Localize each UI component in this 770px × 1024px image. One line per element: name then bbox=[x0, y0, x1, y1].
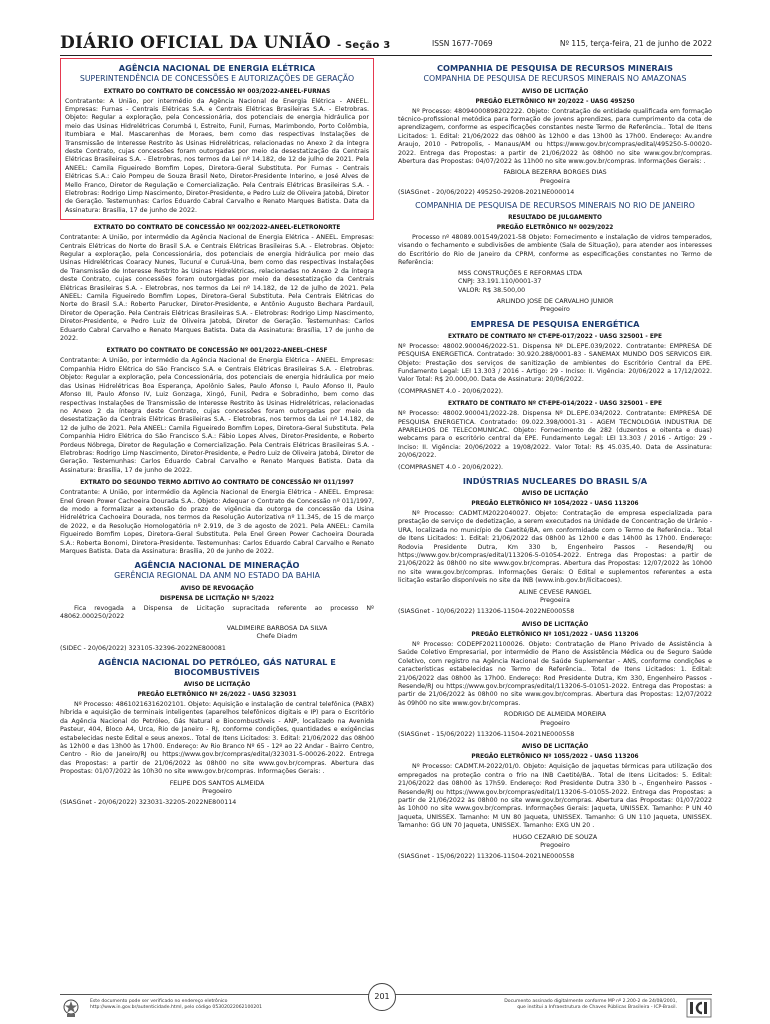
notice-subtitle: PREGÃO ELETRÔNICO Nº 0029/2022 bbox=[496, 225, 614, 232]
highlighted-notice bbox=[60, 58, 374, 220]
notice-body: Contratante: A União, por intermédio da Agência Nacional de Energia Elétrica - ANEEL. Empresas: Furnas - Centrais Elétricas S.A. e Centrais Elétricas Brasileiras S.A. - Eletrobras. Objeto: Regular a exploração, pela Concessionária, dos potenciais de energia hidráulica por meio das Usinas Hidrelétricas Corumbá I, Estreito, Funil, Furnas, Marimbondo, Porto Colômbia, Itumbiara e Mal. Mascarenhas de Moraes, bem como das respectivas Instalações de Transmissão de Interesse Restrito às Usinas Hidrelétricas, relacionadas no Anexo 2 da íntegra deste Contrato, cujas concessões foram outorgadas por meio da desestatização da Centrais Elétricas Brasileiras S.A. - Eletrobras, nos termos da Lei nº 14.182, de 12 de julho de 2021. Pela ANEEL: Camila Figueiredo Bomfim Lopes, Diretora-Geral Substituta. Por Furnas - Centrais Elétricas S.A.: Caio Pompeu de Souza Brasil Neto, Diretor-Presidente Interino, e José Alves de Mello Franco, Diretor de Regulação e Comercialização. Pela Centrais Elétricas Brasileiras S.A. - Eletrobras: Rodrigo Limp Nascimento, Diretor-Presidente, e Pedro Luiz de Oliveira Jatobá, Diretor de Geração. Testemunhas: Carlos Eduardo Cabral Carvalho e Renato Marques Batista. Data da Assinatura: Brasília, 17 de junho de 2022. bbox=[65, 97, 370, 214]
siasg-reference: (SIASGnet - 15/06/2022) 113206-11504-2021NE000558 bbox=[398, 853, 575, 861]
comprasnet-reference: (COMPRASNET 4.0 - 20/06/2022). bbox=[398, 463, 504, 471]
notice-title: EXTRATO DO CONTRATO DE CONCESSÃO Nº 002/2022-ANEEL-ELETRONORTE bbox=[93, 225, 341, 232]
notice-title: EXTRATO DE CONTRATO Nº CT-EPE-017/2022 - UASG 325001 - EPE bbox=[447, 333, 662, 340]
notice-subtitle: PREGÃO ELETRÔNICO Nº 26/2022 - UASG 323031 bbox=[137, 691, 297, 698]
signer-role: Pregoeiro bbox=[202, 788, 232, 795]
notice-body: Nº Processo: 48002.900041/2022-28. Dispensa Nº DL.EPE.034/2022. Contratante: EMPRESA DE PESQUISA ENERGETICA. Contratado: 09.022.398/0001-31 - AGEM TECNOLOGIA INDUSTRIA DE APARELHOS DE TELECOMUNICAC. Objeto: Fornecimento de 282 (duzentos e oitenta e duas) webcams para o escritório central da EPE. Fundamento Legal: LEI 13.303 / 2016 - Artigo: 29 - Inciso: II. Vigência: 20/06/2022 a 19/08/2022. Valor Total: R$ 45.035,40. Data de Assinatura: 20/06/2022. bbox=[398, 410, 712, 460]
signature-note bbox=[445, 999, 677, 1012]
subunit-heading: COMPANHIA DE PESQUISA DE RECURSOS MINERAIS NO RIO DE JANEIRO bbox=[415, 200, 695, 210]
signer-role: Chefe Diadm bbox=[256, 633, 298, 641]
siasg-reference: (SIASGnet - 20/06/2022) 495250-29208-2021NE000014 bbox=[398, 189, 575, 197]
notice-subtitle: PREGÃO ELETRÔNICO Nº 1051/2022 - UASG 113206 bbox=[471, 631, 639, 638]
notice-title: AVISO DE LICITAÇÃO bbox=[183, 681, 251, 688]
winner-line: CNPJ: 33.191.110/0001-37 bbox=[458, 278, 542, 286]
notice-title: EXTRATO DO CONTRATO DE CONCESSÃO Nº 001/2022-ANEEL-CHESF bbox=[106, 348, 328, 355]
signature-line: Documento assinado digitalmente conforme MP nº 2.200-2 de 24/08/2001, bbox=[504, 999, 677, 1004]
notice-subtitle: PREGÃO ELETRÔNICO Nº 1055/2022 - UASG 113206 bbox=[471, 754, 639, 761]
section-label: - Seção 3 bbox=[336, 40, 391, 51]
siasg-reference: (SIDEC - 20/06/2022) 323105-32396-2022NE800081 bbox=[60, 644, 226, 652]
verification-line: Este documento pode ser verificado no endereço eletrônico bbox=[90, 999, 228, 1004]
signer-name: VALDIMEIRE BARBOSA DA SILVA bbox=[226, 624, 328, 632]
siasg-reference: (SIASGnet - 10/06/2022) 113206-11504-2022NE000558 bbox=[398, 608, 575, 616]
issue-date: Nº 115, terça-feira, 21 de junho de 2022 bbox=[559, 39, 712, 48]
org-heading: EMPRESA DE PESQUISA ENERGÉTICA bbox=[470, 318, 640, 329]
subunit-heading: COMPANHIA DE PESQUISA DE RECURSOS MINERAIS NO AMAZONAS bbox=[423, 74, 687, 83]
subunit-heading: SUPERINTENDÊNCIA DE CONCESSÕES E AUTORIZAÇÕES DE GERAÇÃO bbox=[79, 74, 355, 83]
notice-body: Nº Processo: CODEPF2021100026. Objeto: Contratação de Plano Privado de Assistência à Saúde Coletivo Empresarial, por intermédio de Plano de Assistência Médica ou de Seguro Saúde Coletivo, com registro na Agência Nacional de Saúde Suplementar - ANS, conforme condições e características estabelecidas no Termo de Referência.. Total de Itens Licitados: 1. Edital: 21/06/2022 das 08h00 às 17h00. Endereço: Rod Presidente Dutra, Km 330, Engenheiro Passos - Resende/RJ ou https://www.gov.br/compras/edital/113206-5-01051-2022. Entrega das Propostas: a partir de 21/06/2022 às 08h00 no site www.gov.br/compras. Abertura das Propostas: 12/07/2022 às 09h00 no site www.gov.br/compras. bbox=[398, 640, 712, 707]
siasg-reference: (SIASGnet - 15/06/2022) 113206-11504-2021NE000558 bbox=[398, 730, 575, 738]
signer-role: Pregoeira bbox=[540, 177, 570, 185]
notice-body: Processo nº 48089.001549/2021-58 Objeto: Fornecimento e instalação de vidros temperados, visando o fechamento e subdivisões de ambiente (Sala de Situação), para atender aos interesses do Escritório do Rio de Janeiro da CPRM, conforme as especificações constantes no Termo de Referência: bbox=[398, 234, 712, 267]
page-header bbox=[60, 33, 712, 56]
notice-subtitle: PREGÃO ELETRÔNICO Nº 20/2022 - UASG 495250 bbox=[475, 98, 635, 105]
notice-title: EXTRATO DE CONTRATO Nº CT-EPE-014/2022 - UASG 325001 - EPE bbox=[447, 401, 662, 408]
page-number: 201 bbox=[368, 983, 396, 1011]
right-column bbox=[398, 58, 712, 865]
republic-emblem-icon bbox=[62, 998, 80, 1018]
org-heading: AGÊNCIA NACIONAL DE MINERAÇÃO bbox=[134, 560, 300, 571]
signer-role: Pregoeiro bbox=[540, 306, 570, 314]
signer-role: Pregoeira bbox=[540, 597, 570, 605]
masthead bbox=[60, 33, 390, 53]
notice-title: AVISO DE REVOGAÇÃO bbox=[180, 585, 254, 592]
signer-name: HUGO CEZARIO DE SOUZA bbox=[512, 833, 598, 841]
winner-line: VALOR: R$ 38.500,00 bbox=[458, 286, 526, 294]
org-heading: COMPANHIA DE PESQUISA DE RECURSOS MINERAIS bbox=[436, 63, 674, 73]
notice-subtitle: DISPENSA DE LICITAÇÃO Nº 5/2022 bbox=[159, 595, 275, 602]
notice-title: RESULTADO DE JULGAMENTO bbox=[508, 215, 602, 222]
notice-title: AVISO DE LICITAÇÃO bbox=[521, 491, 589, 497]
org-heading: INDÚSTRIAS NUCLEARES DO BRASIL S/A bbox=[462, 476, 648, 486]
signer-name: FELIPE DOS SANTOS ALMEIDA bbox=[169, 779, 265, 787]
notice-body: Nº Processo: 48094000898202222. Objeto: Contratação de entidade qualificada em formação técnico-profissional metódica para formação de jovens aprendizes, para cumprimento da cota de aprendizagem, conforme as especificações constantes neste Termo de Referência.. Total de Itens Licitados: 1. Edital: 21/06/2022 das 08h00 às 12h00 e das 13h00 às 17h00. Endereço: Av.andre Araujo, 2010 - Petropolis, - Manaus/AM ou https://www.gov.br/compras/edital/495250-5-00020-2022. Entrega das Propostas: a partir de 21/06/2022 às 08h00 no site www.gov.br/compras. Abertura das Propostas: 04/07/2022 às 11h00 no site www.gov.br/compras. Informações Gerais: . bbox=[398, 107, 712, 165]
signature-line: que institui a Infraestrutura de Chaves Públicas Brasileira - ICP-Brasil. bbox=[517, 1005, 677, 1011]
page-footer bbox=[60, 994, 712, 1021]
notice-body: Contratante: A União, por intermédio da Agência Nacional de Energia Elétrica - ANEEL. Empresa: Enel Green Power Cachoeira Dourada S.A.. Objeto: Adequar o Contrato de Concessão nº 011/1997, de modo a formalizar a extensão do prazo de vigência da outorga de concessão da Usina Hidrelétrica Cachoeira Dourada, nos termos da Resolução Autorizativa nº 11.345, de 15 de março de 2022, e da Resolução Homologatória nº 2.919, de 3 de agosto de 2021. Pela ANEEL: Camila Figueiredo Bomfim Lopes, Diretora-Geral Substituta. Pela Enel Green Power Cachoeira Dourada S.A.: Roberta Bonomi, Diretora-Presidente. Testemunhas: Carlos Eduardo Cabral Carvalho e Renato Marques Batista. Data da Assinatura: Brasília, 20 de junho de 2022. bbox=[60, 489, 374, 555]
icp-brasil-logo-icon bbox=[686, 998, 712, 1018]
winner-line: MSS CONSTRUÇÕES E REFORMAS LTDA bbox=[458, 269, 583, 277]
org-heading: AGÊNCIA NACIONAL DE ENERGIA ELÉTRICA bbox=[118, 63, 316, 73]
notice-title: AVISO DE LICITAÇÃO bbox=[521, 88, 589, 95]
signer-name: RODRIGO DE ALMEIDA MOREIRA bbox=[503, 711, 607, 719]
left-column bbox=[60, 58, 374, 811]
signer-role: Pregoeiro bbox=[540, 842, 570, 849]
masthead-title: DIÁRIO OFICIAL DA UNIÃO bbox=[60, 33, 331, 53]
notice-title: AVISO DE LICITAÇÃO bbox=[521, 744, 589, 751]
signer-name: ARLINDO JOSE DE CARVALHO JUNIOR bbox=[496, 297, 614, 305]
notice-title: EXTRATO DO CONTRATO DE CONCESSÃO Nº 003/2022-ANEEL-FURNAS bbox=[103, 88, 331, 95]
notice-body: Nº Processo: 48002.900046/2022-51. Dispensa Nº DL.EPE.039/2022. Contratante: EMPRESA DE PESQUISA ENERGETICA. Contratado: 30.920.288/0001-83 - SANEMAX MUNDO DOS SERVICOS EIR. Objeto: Prestação dos serviços de sanitização de ambientes do Escritório Central da EPE. Fundamento Legal: LEI 13.303 / 2016 - Artigo: 29 - Inciso: II. Vigência: 20/06/2022 a 17/12/2022. Valor Total: R$ 20.000,00. Data de Assinatura: 20/06/2022. bbox=[398, 342, 712, 384]
notice-body: Nº Processo: CADMT.M2022040027. Objeto: Contratação de empresa especializada para prestação de serviço de dedetização, a serem executados na Unidade de Concentração de Urânio - URA, localizada no município de Caetité/BA, em conformidade com o Termo de Referência.. Total de Itens Licitados: 1. Edital: 21/06/2022 das 08h00 às 12h00 e das 14h00 às 17h00. Endereço: Rodovia Presidente Dutra, Km 330 b, Engenheiro Passos - Resende/RJ ou https://www.gov.br/compras/edital/113206-5-01054-2022. Entrega das Propostas: a partir de 21/06/2022 às 08h00 no site www.gov.br/compras. Abertura das Propostas: 12/07/2022 às 10h00 no site www.gov.br/compras. Informações Gerais: O Edital e suplementos referentes a esta licitação estarão disponíveis no site da INB (www.inb.gov.br/licitacoes). bbox=[398, 510, 712, 585]
notice-body: Nº Processo: CADMT.M-2022/01/0. Objeto: Aquisição de jaquetas térmicas para utilização dos empregados na proteção contra o frio na INB Caetité/BA.. Total de Itens Licitados: 5. Edital: 21/06/2022 das 08h00 às 17h59. Endereço: Rod Presidente Dutra 330 b -, Engenheiro Passos - Resende/RJ ou https://www.gov.br/compras/edital/113206-5-01055-2022. Entrega das Propostas: a partir de 21/06/2022 às 08h00 no site www.gov.br/compras. Abertura das Propostas: 01/07/2022 às 10h00 no site www.gov.br/compras. Informações Gerais: Jaqueta, UNISSEX. Tamanho: P UN 40 Jaqueta, UNISSEX. Tamanho: M UN 80 Jaqueta, UNISSEX. Tamanho: G UN 110 Jaqueta, UNISSEX. Tamanho: GG UN 70 Jaqueta, UNISSEX. Tamanho: EXG UN 20 . bbox=[398, 763, 712, 830]
notice-body: Fica revogada a Dispensa de Licitação supracitada referente ao processo Nº 48062.000250/2022 bbox=[60, 604, 374, 621]
comprasnet-reference: (COMPRASNET 4.0 - 20/06/2022). bbox=[398, 387, 504, 395]
notice-body: Nº Processo: 48610216316202101. Objeto: Aquisição e instalação de central telefônica (PABX) híbrida e aquisição de terminais inteligentes (aparelhos telefônicos digitais e IP) para o Escritório da Agência Nacional do Petróleo, Gás Natural e Biocombustíveis - ANP, localizado na Avenida Pasteur, 404, Bloco A4, Urca, Rio de Janeiro - RJ, conforme condições, quantidades e exigências estabelecidas neste Edital e seus anexos.. Total de Itens Licitados: 3. Edital: 21/06/2022 das 08h00 às 12h00 e das 13h00 às 17h00. Endereço: Av Rio Branco Nº 65 - 12º ao 22 Andar - Bairro Centro, Centro - Rio de Janeiro/RJ ou https://www.gov.br/compras/edital/323031-5-00026-2022. Entrega das Propostas: a partir de 21/06/2022 às 08h00 no site www.gov.br/compras. Abertura das Propostas: 01/07/2022 às 10h30 no site www.gov.br/compras. Informações Gerais: . bbox=[60, 700, 374, 776]
notice-title: EXTRATO DO SEGUNDO TERMO ADITIVO AO CONTRATO DE CONCESSÃO Nº 011/1997 bbox=[80, 480, 354, 487]
verification-link[interactable]: http://www.in.gov.br/autenticidade.html, pelo código 05302022062100201 bbox=[90, 1005, 263, 1011]
signer-name: FABIOLA BEZERRA BORGES DIAS bbox=[503, 169, 607, 177]
verification-note bbox=[90, 999, 380, 1012]
signer-name: ALINE CEVESE RANGEL bbox=[518, 588, 592, 596]
org-heading: AGÊNCIA NACIONAL DO PETRÓLEO, GÁS NATURAL E BIOCOMBUSTÍVEIS bbox=[98, 656, 336, 677]
issn: ISSN 1677-7069 bbox=[432, 39, 493, 48]
signer-role: Pregoeiro bbox=[540, 719, 570, 727]
notice-subtitle: PREGÃO ELETRÔNICO Nº 1054/2022 - UASG 113206 bbox=[471, 501, 639, 507]
notice-title: AVISO DE LICITAÇÃO bbox=[521, 621, 589, 628]
siasg-reference: (SIASGnet - 20/06/2022) 323031-32205-2022NE800114 bbox=[60, 799, 237, 807]
notice-body: Contratante: A União, por intermédio da Agência Nacional de Energia Elétrica - ANEEL. Empresas: Centrais Elétricas do Norte do Brasil S.A. e Centrais Elétricas Brasileiras S.A. - Eletrobras. Objeto: Regular a exploração, pela Concessionária, dos potenciais de energia hidráulica por meio das Usinas Hidrelétricas Coaracy Nunes, Tucuruí e Curuá-Una, bem como das respectivas Instalações de Transmissão de Interesse Restrito às Usinas Hidrelétricas, relacionadas no Anexo 2 da íntegra deste Contrato, cujas concessões foram outorgadas por meio da desestatização da Centrais Elétricas Brasileiras S.A. - Eletrobras, nos termos da Lei nº 14.182, de 12 de julho de 2021. Pela ANEEL: Camila Figueiredo Bomfim Lopes, Diretora-Geral Substituta. Pela Centrais Elétricas do Norte do Brasil S.A.: Roberto Parucker, Diretor-Presidente, e Antônio Augusto Bechara Pardauil, Diretor de Operação. Pela Centrais Elétricas Brasileiras S.A. - Eletrobras: Rodrigo Limp Nascimento, Diretor-Presidente, e Pedro Luiz de Oliveira Jatobá, Diretor de Geração. Testemunhas: Carlos Eduardo Cabral Carvalho e Renato Marques Batista. Data da Assinatura: Brasília, 17 de junho de 2022. bbox=[60, 234, 374, 343]
subunit-heading: GERÊNCIA REGIONAL DA ANM NO ESTADO DA BAHIA bbox=[114, 571, 320, 581]
notice-body: Contratante: A União, por intermédio da Agência Nacional de Energia Elétrica - ANEEL. Empresas: Companhia Hidro Elétrica do São Francisco S.A. e Centrais Elétricas Brasileiras S.A. - Eletrobras. Objeto: Regular a exploração, pela Concessionária, dos potenciais de energia hidráulica por meio das Usinas Hidrelétricas Boa Esperança, Apolônio Sales, Paulo Afonso I, Paulo Afonso II, Paulo Afonso III, Paulo Afonso IV, Luiz Gonzaga, Xingó, Funil, Pedra e Sobradinho, bem como das respectivas Instalações de Transmissão de Interesse Restrito às Usinas Hidrelétricas, relacionadas no Anexo 2 da íntegra deste Contrato, cujas concessões foram outorgadas por meio da desestatização da Centrais Elétricas Brasileiras S.A. - Eletrobras, nos termos da Lei nº 14.182, de 12 de julho de 2021. Pela ANEEL: Camila Figueiredo Bomfim Lopes, Diretora-Geral Substituta. Pela Companhia Hidro Elétrica do São Francisco S.A.: Fábio Lopes Alves, Diretor-Presidente, e Roberto Pordeus Nóbrega, Diretor de Regulação e Comercialização. Pela Centrais Elétricas Brasileiras S.A. - Eletrobras: Rodrigo Limp Nascimento, Diretor-Presidente, e Pedro Luiz de Oliveira Jatobá, Diretor de Geração. Testemunhas: Carlos Eduardo Cabral Carvalho e Renato Marques Batista. Data da Assinatura: Brasília, 17 de junho de 2022. bbox=[60, 357, 374, 474]
